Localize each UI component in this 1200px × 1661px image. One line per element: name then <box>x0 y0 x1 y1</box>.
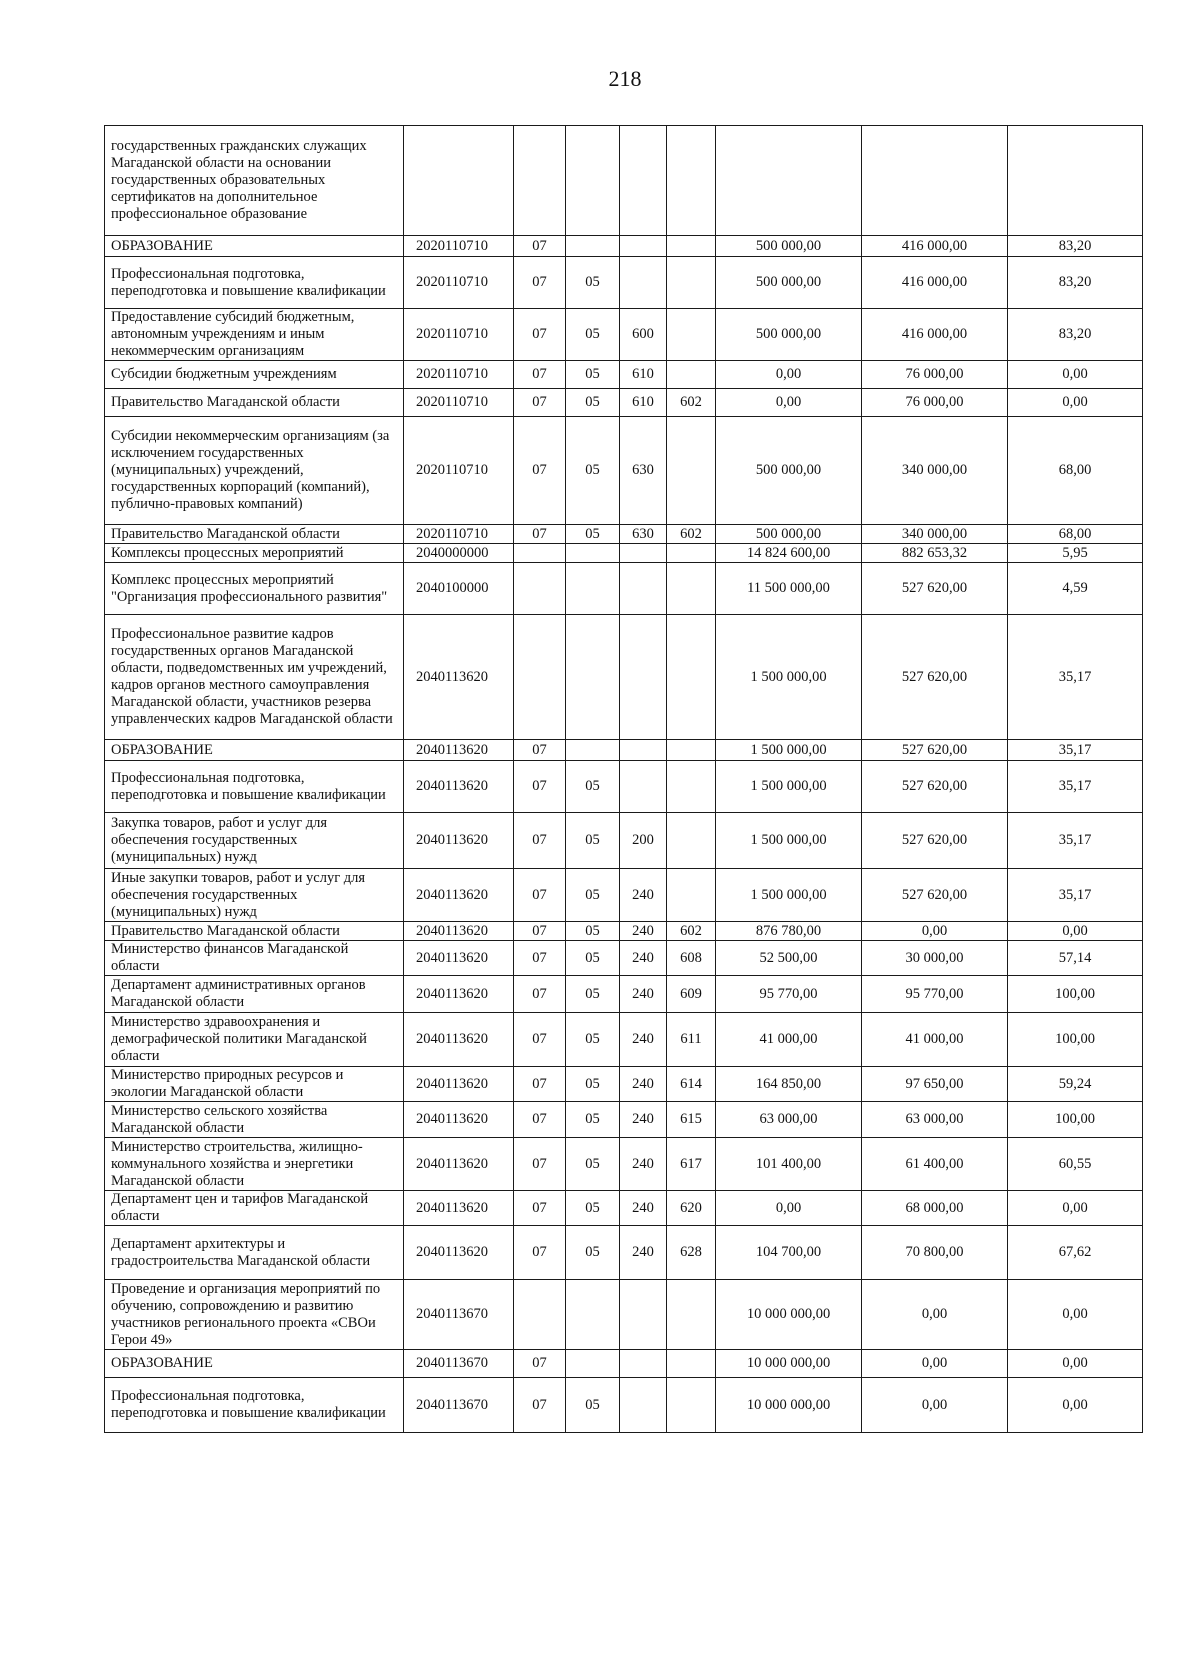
cell-expense-type: 240 <box>620 1067 667 1102</box>
cell-name: Правительство Магаданской области <box>105 525 404 544</box>
cell-admin-code <box>667 544 716 563</box>
cell-admin-code: 602 <box>667 389 716 417</box>
cell-percent: 35,17 <box>1008 761 1143 813</box>
cell-percent: 60,55 <box>1008 1138 1143 1191</box>
table-row <box>105 1226 1143 1280</box>
cell-admin-code <box>667 813 716 869</box>
cell-expense-type <box>620 761 667 813</box>
cell-admin-code: 628 <box>667 1226 716 1280</box>
cell-plan: 1 500 000,00 <box>716 740 862 761</box>
cell-name: ОБРАЗОВАНИЕ <box>105 740 404 761</box>
cell-name: ОБРАЗОВАНИЕ <box>105 1350 404 1378</box>
cell-code: 2040000000 <box>404 544 514 563</box>
cell-fact: 0,00 <box>862 1280 1008 1350</box>
cell-code: 2040113620 <box>404 1102 514 1138</box>
cell-expense-type: 240 <box>620 1013 667 1067</box>
cell-section: 07 <box>514 257 566 309</box>
cell-fact: 527 620,00 <box>862 615 1008 740</box>
cell-subsection: 05 <box>566 1191 620 1226</box>
cell-percent: 35,17 <box>1008 615 1143 740</box>
cell-admin-code <box>667 1350 716 1378</box>
cell-section: 07 <box>514 1013 566 1067</box>
cell-plan: 52 500,00 <box>716 941 862 976</box>
cell-section: 07 <box>514 1350 566 1378</box>
table-row <box>105 740 1143 761</box>
cell-name: Профессиональная подготовка, переподготовка и повышение квалификации <box>105 257 404 309</box>
cell-expense-type: 200 <box>620 813 667 869</box>
cell-code: 2040100000 <box>404 563 514 615</box>
cell-subsection <box>566 563 620 615</box>
cell-plan: 63 000,00 <box>716 1102 862 1138</box>
cell-percent: 68,00 <box>1008 525 1143 544</box>
cell-expense-type <box>620 740 667 761</box>
cell-subsection: 05 <box>566 257 620 309</box>
cell-code: 2020110710 <box>404 525 514 544</box>
cell-admin-code <box>667 257 716 309</box>
cell-expense-type <box>620 257 667 309</box>
cell-name: Предоставление субсидий бюджетным, автономным учреждениям и иным некоммерческим организациям <box>105 309 404 361</box>
cell-admin-code <box>667 1378 716 1433</box>
cell-section: 07 <box>514 1226 566 1280</box>
cell-admin-code <box>667 761 716 813</box>
table-row <box>105 615 1143 740</box>
cell-expense-type: 240 <box>620 1191 667 1226</box>
cell-percent: 100,00 <box>1008 1102 1143 1138</box>
cell-code: 2020110710 <box>404 389 514 417</box>
cell-plan: 0,00 <box>716 1191 862 1226</box>
cell-percent: 35,17 <box>1008 813 1143 869</box>
cell-subsection: 05 <box>566 1138 620 1191</box>
cell-expense-type: 630 <box>620 525 667 544</box>
cell-expense-type: 610 <box>620 361 667 389</box>
cell-subsection <box>566 740 620 761</box>
cell-section: 07 <box>514 922 566 941</box>
cell-subsection <box>566 1280 620 1350</box>
cell-admin-code: 608 <box>667 941 716 976</box>
cell-subsection: 05 <box>566 1102 620 1138</box>
cell-admin-code <box>667 1280 716 1350</box>
cell-subsection: 05 <box>566 525 620 544</box>
cell-name: Профессиональная подготовка, переподготовка и повышение квалификации <box>105 1378 404 1433</box>
cell-name: Закупка товаров, работ и услуг для обеспечения государственных (муниципальных) нужд <box>105 813 404 869</box>
cell-fact: 882 653,32 <box>862 544 1008 563</box>
cell-percent: 0,00 <box>1008 361 1143 389</box>
cell-fact: 0,00 <box>862 922 1008 941</box>
cell-code: 2040113620 <box>404 1067 514 1102</box>
cell-subsection: 05 <box>566 389 620 417</box>
cell-name: Иные закупки товаров, работ и услуг для обеспечения государственных (муниципальных) нужд <box>105 869 404 922</box>
cell-admin-code <box>667 126 716 236</box>
cell-subsection: 05 <box>566 813 620 869</box>
cell-name: Проведение и организация мероприятий по обучению, сопровождению и развитию участников регионального проекта «СВОи Герои 49» <box>105 1280 404 1350</box>
cell-expense-type <box>620 544 667 563</box>
cell-plan: 101 400,00 <box>716 1138 862 1191</box>
budget-table <box>104 125 1143 1433</box>
cell-fact: 30 000,00 <box>862 941 1008 976</box>
cell-percent: 68,00 <box>1008 417 1143 525</box>
cell-subsection: 05 <box>566 941 620 976</box>
cell-section: 07 <box>514 813 566 869</box>
cell-percent <box>1008 126 1143 236</box>
cell-code: 2040113620 <box>404 1138 514 1191</box>
cell-admin-code <box>667 615 716 740</box>
cell-admin-code <box>667 236 716 257</box>
table-row <box>105 1280 1143 1350</box>
cell-expense-type <box>620 126 667 236</box>
cell-admin-code: 602 <box>667 525 716 544</box>
cell-expense-type: 240 <box>620 1138 667 1191</box>
cell-percent: 0,00 <box>1008 1378 1143 1433</box>
cell-expense-type: 240 <box>620 922 667 941</box>
cell-name: Комплекс процессных мероприятий "Организация профессионального развития" <box>105 563 404 615</box>
cell-percent: 35,17 <box>1008 740 1143 761</box>
cell-fact: 416 000,00 <box>862 257 1008 309</box>
cell-code: 2040113620 <box>404 1191 514 1226</box>
table-row <box>105 761 1143 813</box>
cell-expense-type: 630 <box>620 417 667 525</box>
cell-code: 2040113620 <box>404 813 514 869</box>
cell-fact: 527 620,00 <box>862 813 1008 869</box>
cell-code: 2040113620 <box>404 976 514 1013</box>
cell-plan: 11 500 000,00 <box>716 563 862 615</box>
cell-code: 2040113620 <box>404 941 514 976</box>
cell-expense-type: 240 <box>620 869 667 922</box>
cell-fact: 63 000,00 <box>862 1102 1008 1138</box>
cell-plan: 164 850,00 <box>716 1067 862 1102</box>
cell-percent: 0,00 <box>1008 389 1143 417</box>
cell-name: Министерство строительства, жилищно-коммунального хозяйства и энергетики Магаданской области <box>105 1138 404 1191</box>
cell-fact: 416 000,00 <box>862 309 1008 361</box>
cell-plan: 1 500 000,00 <box>716 615 862 740</box>
cell-section: 07 <box>514 417 566 525</box>
cell-expense-type: 240 <box>620 941 667 976</box>
cell-section: 07 <box>514 740 566 761</box>
table-row <box>105 1350 1143 1378</box>
cell-fact: 0,00 <box>862 1350 1008 1378</box>
cell-name: Субсидии бюджетным учреждениям <box>105 361 404 389</box>
cell-percent: 0,00 <box>1008 1280 1143 1350</box>
table-row <box>105 1138 1143 1191</box>
cell-code: 2020110710 <box>404 417 514 525</box>
cell-name: Департамент архитектуры и градостроительства Магаданской области <box>105 1226 404 1280</box>
cell-admin-code: 602 <box>667 922 716 941</box>
cell-section: 07 <box>514 525 566 544</box>
cell-section <box>514 1280 566 1350</box>
cell-section: 07 <box>514 309 566 361</box>
table-row <box>105 544 1143 563</box>
cell-code: 2020110710 <box>404 361 514 389</box>
cell-plan: 500 000,00 <box>716 257 862 309</box>
cell-expense-type <box>620 1280 667 1350</box>
cell-name: Комплексы процессных мероприятий <box>105 544 404 563</box>
table-row <box>105 126 1143 236</box>
cell-fact: 41 000,00 <box>862 1013 1008 1067</box>
cell-subsection: 05 <box>566 976 620 1013</box>
cell-plan: 500 000,00 <box>716 236 862 257</box>
cell-percent: 100,00 <box>1008 1013 1143 1067</box>
cell-expense-type: 610 <box>620 389 667 417</box>
table-row <box>105 525 1143 544</box>
cell-admin-code: 620 <box>667 1191 716 1226</box>
cell-admin-code <box>667 361 716 389</box>
cell-plan: 1 500 000,00 <box>716 761 862 813</box>
cell-section <box>514 563 566 615</box>
cell-section: 07 <box>514 389 566 417</box>
table-row <box>105 922 1143 941</box>
cell-fact: 340 000,00 <box>862 417 1008 525</box>
cell-percent: 83,20 <box>1008 309 1143 361</box>
cell-name: Профессиональное развитие кадров государственных органов Магаданской области, подведомственных им учреждений, кадров органов местного самоуправления Магаданской области, участников резерва управленческих кадров Магаданской области <box>105 615 404 740</box>
cell-subsection <box>566 126 620 236</box>
cell-plan: 500 000,00 <box>716 525 862 544</box>
cell-expense-type: 240 <box>620 1102 667 1138</box>
cell-code: 2040113620 <box>404 922 514 941</box>
cell-name: ОБРАЗОВАНИЕ <box>105 236 404 257</box>
cell-plan: 1 500 000,00 <box>716 869 862 922</box>
cell-percent: 4,59 <box>1008 563 1143 615</box>
cell-fact: 61 400,00 <box>862 1138 1008 1191</box>
cell-fact: 0,00 <box>862 1378 1008 1433</box>
table-row <box>105 563 1143 615</box>
cell-subsection: 05 <box>566 361 620 389</box>
cell-percent: 5,95 <box>1008 544 1143 563</box>
cell-code: 2040113670 <box>404 1378 514 1433</box>
cell-name: Министерство здравоохранения и демографической политики Магаданской области <box>105 1013 404 1067</box>
cell-fact: 76 000,00 <box>862 389 1008 417</box>
table-row <box>105 236 1143 257</box>
cell-code: 2040113620 <box>404 761 514 813</box>
cell-admin-code <box>667 563 716 615</box>
cell-subsection: 05 <box>566 869 620 922</box>
cell-percent: 59,24 <box>1008 1067 1143 1102</box>
table-row <box>105 941 1143 976</box>
cell-admin-code: 611 <box>667 1013 716 1067</box>
cell-fact: 527 620,00 <box>862 761 1008 813</box>
page-number: 218 <box>608 66 642 91</box>
cell-section <box>514 544 566 563</box>
cell-percent: 57,14 <box>1008 941 1143 976</box>
cell-admin-code <box>667 740 716 761</box>
cell-subsection: 05 <box>566 309 620 361</box>
cell-admin-code <box>667 417 716 525</box>
cell-subsection: 05 <box>566 1067 620 1102</box>
cell-subsection <box>566 236 620 257</box>
cell-percent: 83,20 <box>1008 257 1143 309</box>
cell-expense-type: 240 <box>620 1226 667 1280</box>
cell-subsection: 05 <box>566 417 620 525</box>
cell-fact: 70 800,00 <box>862 1226 1008 1280</box>
cell-name: Департамент административных органов Магаданской области <box>105 976 404 1013</box>
cell-fact: 416 000,00 <box>862 236 1008 257</box>
cell-subsection: 05 <box>566 1378 620 1433</box>
cell-section: 07 <box>514 236 566 257</box>
table-row <box>105 257 1143 309</box>
cell-plan <box>716 126 862 236</box>
cell-fact: 97 650,00 <box>862 1067 1008 1102</box>
cell-section: 07 <box>514 976 566 1013</box>
cell-expense-type <box>620 1378 667 1433</box>
cell-fact <box>862 126 1008 236</box>
cell-plan: 500 000,00 <box>716 309 862 361</box>
cell-plan: 10 000 000,00 <box>716 1280 862 1350</box>
cell-code: 2040113620 <box>404 615 514 740</box>
table-row <box>105 389 1143 417</box>
cell-plan: 10 000 000,00 <box>716 1350 862 1378</box>
table-row <box>105 813 1143 869</box>
cell-plan: 1 500 000,00 <box>716 813 862 869</box>
cell-code: 2040113620 <box>404 1013 514 1067</box>
cell-section: 07 <box>514 941 566 976</box>
cell-admin-code: 617 <box>667 1138 716 1191</box>
cell-code: 2040113670 <box>404 1280 514 1350</box>
table-row <box>105 1191 1143 1226</box>
cell-percent: 67,62 <box>1008 1226 1143 1280</box>
table-row <box>105 417 1143 525</box>
cell-code <box>404 126 514 236</box>
cell-name: Департамент цен и тарифов Магаданской области <box>105 1191 404 1226</box>
table-row <box>105 1378 1143 1433</box>
cell-subsection <box>566 1350 620 1378</box>
cell-section: 07 <box>514 1378 566 1433</box>
cell-fact: 68 000,00 <box>862 1191 1008 1226</box>
cell-name: Профессиональная подготовка, переподготовка и повышение квалификации <box>105 761 404 813</box>
cell-name: государственных гражданских служащих Магаданской области на основании государственных образовательных сертификатов на дополнительное профессиональное образование <box>105 126 404 236</box>
cell-section: 07 <box>514 761 566 813</box>
cell-code: 2020110710 <box>404 309 514 361</box>
cell-subsection: 05 <box>566 922 620 941</box>
cell-fact: 527 620,00 <box>862 740 1008 761</box>
cell-section <box>514 615 566 740</box>
cell-expense-type <box>620 615 667 740</box>
cell-section: 07 <box>514 1102 566 1138</box>
cell-plan: 876 780,00 <box>716 922 862 941</box>
cell-code: 2040113620 <box>404 869 514 922</box>
cell-fact: 527 620,00 <box>862 563 1008 615</box>
table-row <box>105 1102 1143 1138</box>
cell-plan: 104 700,00 <box>716 1226 862 1280</box>
cell-section <box>514 126 566 236</box>
cell-expense-type: 600 <box>620 309 667 361</box>
cell-fact: 340 000,00 <box>862 525 1008 544</box>
cell-percent: 35,17 <box>1008 869 1143 922</box>
cell-code: 2040113620 <box>404 1226 514 1280</box>
cell-fact: 527 620,00 <box>862 869 1008 922</box>
cell-admin-code <box>667 869 716 922</box>
cell-admin-code: 614 <box>667 1067 716 1102</box>
cell-admin-code <box>667 309 716 361</box>
cell-name: Министерство природных ресурсов и экологии Магаданской области <box>105 1067 404 1102</box>
cell-section: 07 <box>514 361 566 389</box>
cell-percent: 0,00 <box>1008 1191 1143 1226</box>
table-row <box>105 309 1143 361</box>
cell-percent: 0,00 <box>1008 1350 1143 1378</box>
cell-section: 07 <box>514 869 566 922</box>
cell-name: Министерство финансов Магаданской области <box>105 941 404 976</box>
cell-admin-code: 615 <box>667 1102 716 1138</box>
cell-subsection <box>566 544 620 563</box>
cell-plan: 14 824 600,00 <box>716 544 862 563</box>
cell-percent: 0,00 <box>1008 922 1143 941</box>
cell-code: 2040113670 <box>404 1350 514 1378</box>
cell-subsection: 05 <box>566 1226 620 1280</box>
cell-fact: 76 000,00 <box>862 361 1008 389</box>
cell-subsection: 05 <box>566 761 620 813</box>
table-row <box>105 976 1143 1013</box>
cell-section: 07 <box>514 1138 566 1191</box>
cell-plan: 500 000,00 <box>716 417 862 525</box>
cell-section: 07 <box>514 1067 566 1102</box>
cell-code: 2020110710 <box>404 257 514 309</box>
cell-plan: 0,00 <box>716 389 862 417</box>
cell-expense-type <box>620 563 667 615</box>
cell-expense-type: 240 <box>620 976 667 1013</box>
cell-percent: 100,00 <box>1008 976 1143 1013</box>
cell-subsection <box>566 615 620 740</box>
table-row <box>105 361 1143 389</box>
cell-name: Правительство Магаданской области <box>105 922 404 941</box>
cell-fact: 95 770,00 <box>862 976 1008 1013</box>
cell-name: Субсидии некоммерческим организациям (за исключением государственных (муниципальных) учреждений, государственных корпораций (компаний), публично-правовых компаний) <box>105 417 404 525</box>
cell-percent: 83,20 <box>1008 236 1143 257</box>
cell-plan: 10 000 000,00 <box>716 1378 862 1433</box>
table-row <box>105 1067 1143 1102</box>
cell-plan: 0,00 <box>716 361 862 389</box>
cell-subsection: 05 <box>566 1013 620 1067</box>
cell-section: 07 <box>514 1191 566 1226</box>
cell-name: Министерство сельского хозяйства Магаданской области <box>105 1102 404 1138</box>
cell-expense-type <box>620 1350 667 1378</box>
cell-plan: 41 000,00 <box>716 1013 862 1067</box>
cell-admin-code: 609 <box>667 976 716 1013</box>
cell-name: Правительство Магаданской области <box>105 389 404 417</box>
cell-code: 2020110710 <box>404 236 514 257</box>
table-row <box>105 1013 1143 1067</box>
cell-plan: 95 770,00 <box>716 976 862 1013</box>
table-row <box>105 869 1143 922</box>
cell-code: 2040113620 <box>404 740 514 761</box>
cell-expense-type <box>620 236 667 257</box>
